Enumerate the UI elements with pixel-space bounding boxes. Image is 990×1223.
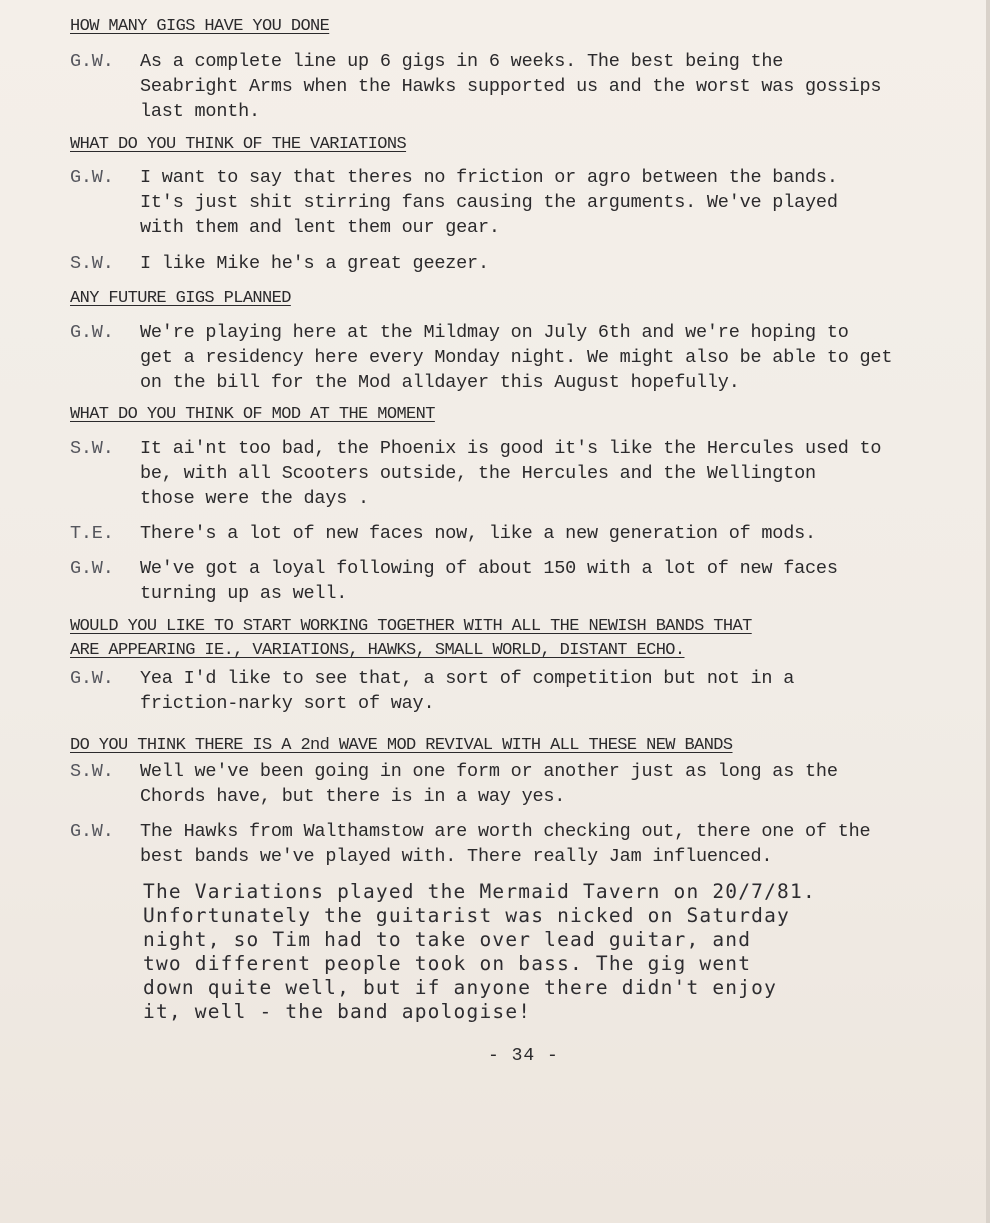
answer-text: Well we've been going in one form or another just as long as the Chords have, but there is in a way yes. (140, 761, 838, 807)
answer-text: The Hawks from Walthamstow are worth checking out, there one of the best bands we've played with. There really Jam influenced. (140, 821, 871, 867)
answer-text: I want to say that theres no friction or agro between the bands. It's just shit stirring fans causing the arguments. We've played with them and lent them our gear. (140, 167, 838, 238)
speaker-label: S.W. (70, 761, 114, 782)
answer-text: As a complete line up 6 gigs in 6 weeks. The best being the Seabright Arms when the Hawks supported us and the worst was gossips last month. (140, 51, 882, 122)
section-heading: HOW MANY GIGS HAVE YOU DONE (70, 17, 330, 36)
answer-text: There's a lot of new faces now, like a new generation of mods. (140, 523, 816, 544)
section-work-together (70, 615, 960, 716)
page-edge (986, 0, 990, 1223)
section-heading-line2: ARE APPEARING IE., VARIATIONS, HAWKS, SMALL WORLD, DISTANT ECHO. (70, 641, 685, 660)
answer-entry (70, 666, 960, 716)
speaker-label: G.W. (70, 167, 114, 188)
page-number: - 34 - (488, 1046, 559, 1066)
answer-entry (70, 759, 960, 809)
section-heading: ANY FUTURE GIGS PLANNED (70, 289, 291, 308)
section-future-gigs (70, 287, 960, 395)
section-heading: WOULD YOU LIKE TO START WORKING TOGETHER WITH ALL THE NEWISH BANDS THAT (70, 617, 752, 636)
speaker-label: G.W. (70, 322, 114, 343)
section-gigs-done (70, 15, 960, 124)
speaker-label: G.W. (70, 51, 114, 72)
answer-text: Yea I'd like to see that, a sort of competition but not in a friction-narky sort of way. (140, 668, 795, 714)
answer-entry (70, 165, 960, 240)
speaker-label: G.W. (70, 821, 114, 842)
speaker-label: G.W. (70, 668, 114, 689)
speaker-label: S.W. (70, 438, 114, 459)
section-heading: WHAT DO YOU THINK OF THE VARIATIONS (70, 135, 407, 154)
speaker-label: S.W. (70, 253, 114, 274)
section-heading: DO YOU THINK THERE IS A 2nd WAVE MOD REVIVAL WITH ALL THESE NEW BANDS (70, 736, 733, 755)
speaker-label: T.E. (70, 523, 114, 544)
section-mod-moment (70, 403, 960, 606)
answer-entry (70, 320, 960, 395)
section-variations (70, 133, 960, 276)
section-mod-revival (70, 734, 960, 869)
section-heading: WHAT DO YOU THINK OF MOD AT THE MOMENT (70, 405, 435, 424)
answer-entry (70, 49, 960, 124)
answer-text: I like Mike he's a great geezer. (140, 253, 489, 274)
answer-entry (70, 556, 960, 606)
speaker-label: G.W. (70, 558, 114, 579)
answer-text: We've got a loyal following of about 150 with a lot of new faces turning up as well. (140, 558, 838, 604)
answer-entry (70, 521, 960, 546)
answer-entry (70, 819, 960, 869)
gig-report-note: The Variations played the Mermaid Tavern on 20/7/81. Unfortunately the guitarist was nicked on Saturday night, so Tim had to take over lead guitar, and two different people took on bass. The gig went down quite well, but if anyone there didn't enjoy it, well - the band apologise! (143, 880, 816, 1023)
answer-text: We're playing here at the Mildmay on July 6th and we're hoping to get a residency here every Monday night. We might also be able to get on the bill for the Mod alldayer this August hopefully. (140, 322, 893, 393)
answer-entry (70, 251, 960, 276)
answer-text: It ai'nt too bad, the Phoenix is good it's like the Hercules used to be, with all Scooters outside, the Hercules and the Wellington those were the days . (140, 438, 882, 509)
answer-entry (70, 436, 960, 511)
